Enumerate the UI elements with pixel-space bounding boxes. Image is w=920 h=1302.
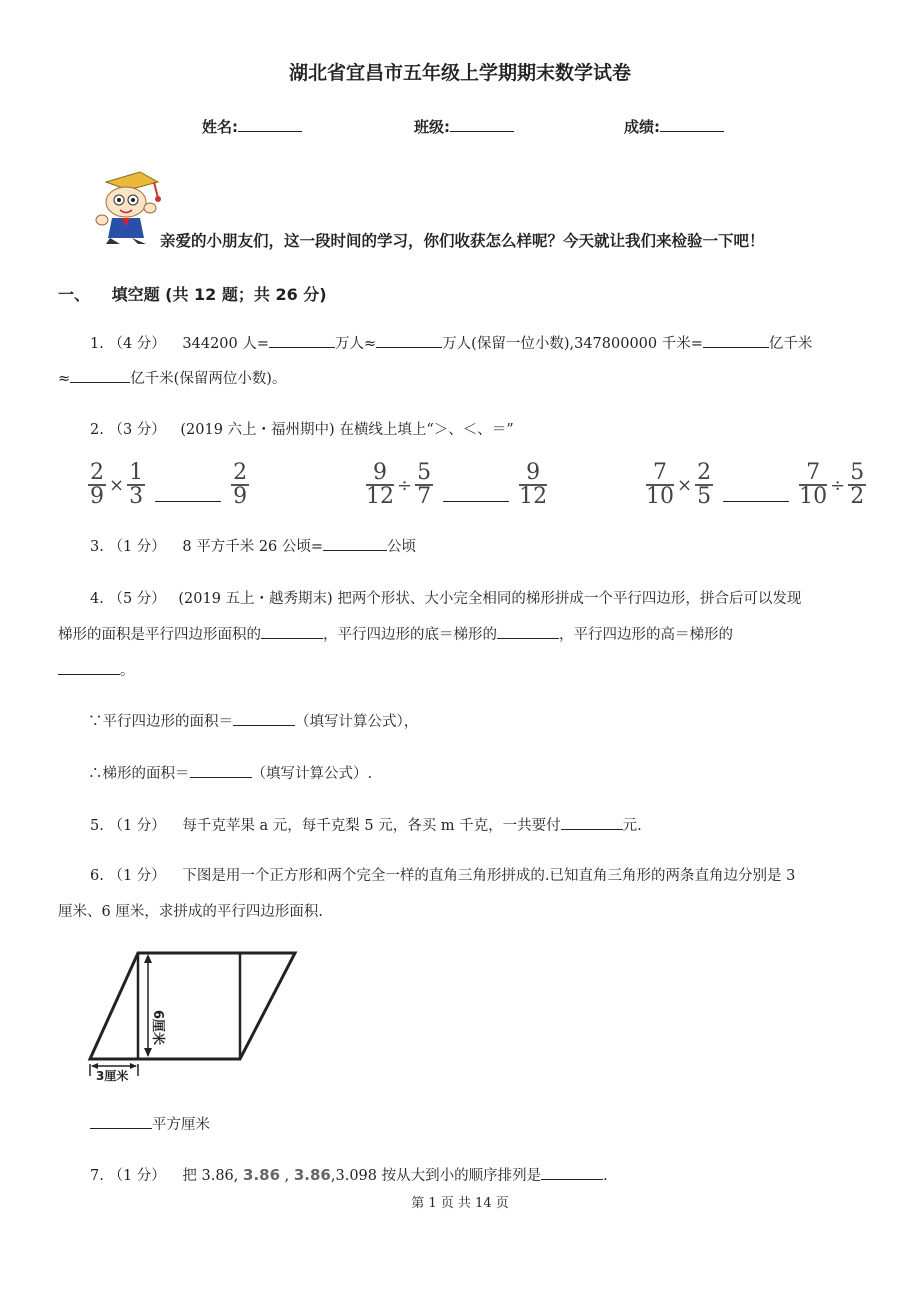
- q6-prefix: 6. （1 分）: [90, 868, 166, 884]
- question-4-line1: [90, 589, 801, 609]
- q1-blank-3[interactable]: [703, 333, 769, 348]
- q6-blank[interactable]: [90, 1114, 152, 1129]
- fraction: $\frac{9}{12}$: [519, 460, 548, 509]
- operator: ÷: [830, 474, 846, 496]
- q4-text-4b: （填写计算公式），: [295, 714, 419, 730]
- greeting-text: 亲爱的小朋友们，这一段时间的学习，你们收获怎么样呢？今天就让我们来检验一下吧！: [160, 232, 765, 250]
- q7-text-3: .: [603, 1168, 608, 1184]
- question-1-line1: [90, 333, 812, 354]
- q5-prefix: 5. （1 分）: [90, 818, 166, 834]
- q7-prefix: 7. （1 分）: [90, 1168, 166, 1184]
- question-4-line2: [58, 624, 733, 645]
- q1-text-1: 344200 人=: [182, 336, 270, 352]
- question-4-line4: [88, 711, 418, 732]
- q1-blank-1[interactable]: [269, 333, 335, 348]
- q1-text-4: 亿千米: [768, 336, 813, 352]
- fraction: $\frac{2}{9}$: [233, 460, 248, 509]
- question-6-line1: [90, 866, 795, 886]
- fraction: $\frac{9}{12}$: [366, 460, 394, 509]
- q2-prefix: 2. （3 分）: [90, 422, 166, 438]
- q6-answer-unit: 平方厘米: [152, 1117, 210, 1133]
- page-footer: 第 1 页 共 14 页: [411, 1196, 509, 1211]
- q6-text-1: 下图是用一个正方形和两个完全一样的直角三角形拼成的.已知直角三角形的两条直角边分别是 3: [182, 868, 796, 884]
- q2-group-2: [366, 462, 547, 508]
- score-blank[interactable]: [660, 117, 724, 132]
- q4-blank-4[interactable]: [233, 711, 295, 726]
- fraction: $\frac{5}{2}$: [850, 460, 865, 509]
- section-title: 填空题 (共 12 题；共 26 分): [111, 285, 327, 304]
- name-blank[interactable]: [238, 117, 302, 132]
- q4-blank-1[interactable]: [261, 624, 323, 639]
- section-heading: [58, 282, 327, 305]
- q2-text: (2019 六上・福州期中) 在横线上填上“＞、＜、＝”: [180, 422, 514, 438]
- q7-text-1: 把 3.86,: [182, 1168, 239, 1184]
- base-label: 3厘米: [96, 1069, 129, 1083]
- q4-blank-2[interactable]: [497, 624, 559, 639]
- q4-text-5b: （填写计算公式）.: [251, 766, 373, 782]
- q4-text-3: 。: [120, 663, 135, 679]
- fraction: $\frac{7}{10}$: [799, 460, 828, 509]
- q7-separator: ,: [284, 1168, 290, 1184]
- q4-text-2b: ，平行四边形的底＝梯形的: [323, 627, 497, 643]
- q1-text-5: ≈: [58, 371, 71, 387]
- fraction: $\frac{2}{9}$: [90, 460, 104, 509]
- class-label: 班级:: [414, 118, 450, 136]
- q4-text-5a: ∴梯形的面积＝: [88, 766, 190, 782]
- q2-group-3: [646, 462, 866, 508]
- class-field: [414, 116, 514, 137]
- question-1-line2: [58, 368, 286, 389]
- q5-text-1: 每千克苹果 a 元，每千克梨 5 元，各买 m 千克，一共要付: [182, 818, 561, 834]
- q1-text-6: 亿千米(保留两位小数)。: [130, 371, 287, 387]
- q4-text-1: (2019 五上・越秀期末) 把两个形状、大小完全相同的梯形拼成一个平行四边形，拼合后可以发现: [178, 591, 802, 607]
- q1-prefix: 1. （4 分）: [90, 336, 166, 352]
- q4-blank-3[interactable]: [58, 660, 120, 675]
- question-4-line5: [88, 763, 372, 784]
- q4-text-2c: ，平行四边形的高＝梯形的: [559, 627, 733, 643]
- q2-group-1: [88, 462, 249, 508]
- q4-prefix: 4. （5 分）: [90, 591, 166, 607]
- q7-text-2: ,3.098 按从大到小的顺序排列是: [330, 1168, 542, 1184]
- operator: ×: [677, 474, 693, 496]
- q2-blank-1[interactable]: [155, 501, 221, 502]
- question-3: [90, 536, 416, 557]
- q6-text-2: 厘米、6 厘米，求拼成的平行四边形面积.: [58, 904, 323, 920]
- fraction: $\frac{1}{3}$: [129, 460, 144, 509]
- q7-number-2: 3.86: [243, 1166, 281, 1184]
- q4-blank-5[interactable]: [190, 763, 252, 778]
- q3-text-2: 公顷: [387, 539, 417, 555]
- score-label: 成绩:: [624, 118, 660, 136]
- operator: ×: [109, 474, 125, 496]
- question-6-answer: [90, 1114, 210, 1135]
- page-title: 湖北省宜昌市五年级上学期期末数学试卷: [288, 62, 631, 84]
- q1-text-3: 万人(保留一位小数),347800000 千米=: [442, 336, 703, 352]
- q1-blank-4[interactable]: [70, 368, 130, 383]
- parallelogram-diagram: [80, 948, 310, 1084]
- height-label: 6厘米: [150, 1010, 165, 1046]
- question-7: [90, 1165, 608, 1186]
- fraction: $\frac{7}{10}$: [646, 460, 674, 509]
- question-5: [90, 815, 642, 836]
- question-2-line1: [90, 420, 514, 440]
- mascot-image: [88, 168, 168, 244]
- fraction: $\frac{2}{5}$: [697, 460, 712, 509]
- q7-blank[interactable]: [541, 1165, 603, 1180]
- score-field: [624, 116, 724, 137]
- q3-prefix: 3. （1 分）: [90, 539, 166, 555]
- q4-text-4a: ∵平行四边形的面积＝: [88, 714, 233, 730]
- q5-blank[interactable]: [561, 815, 623, 830]
- operator: ÷: [397, 474, 413, 496]
- section-number: 一、: [58, 285, 91, 304]
- q2-blank-3[interactable]: [723, 501, 789, 502]
- q5-text-2: 元.: [622, 818, 642, 834]
- fraction: $\frac{5}{7}$: [417, 460, 432, 509]
- name-label: 姓名:: [202, 118, 238, 136]
- q2-blank-2[interactable]: [443, 501, 509, 502]
- q1-blank-2[interactable]: [376, 333, 442, 348]
- q1-text-2: 万人≈: [335, 336, 377, 352]
- q3-text-1: 8 平方千米 26 公顷=: [182, 539, 324, 555]
- q3-blank[interactable]: [323, 536, 387, 551]
- q4-text-2a: 梯形的面积是平行四边形面积的: [58, 627, 261, 643]
- q7-number-3: 3.86: [293, 1166, 331, 1184]
- name-field: [202, 116, 302, 137]
- class-blank[interactable]: [450, 117, 514, 132]
- question-4-line3: [58, 660, 135, 681]
- question-6-line2: [58, 902, 323, 922]
